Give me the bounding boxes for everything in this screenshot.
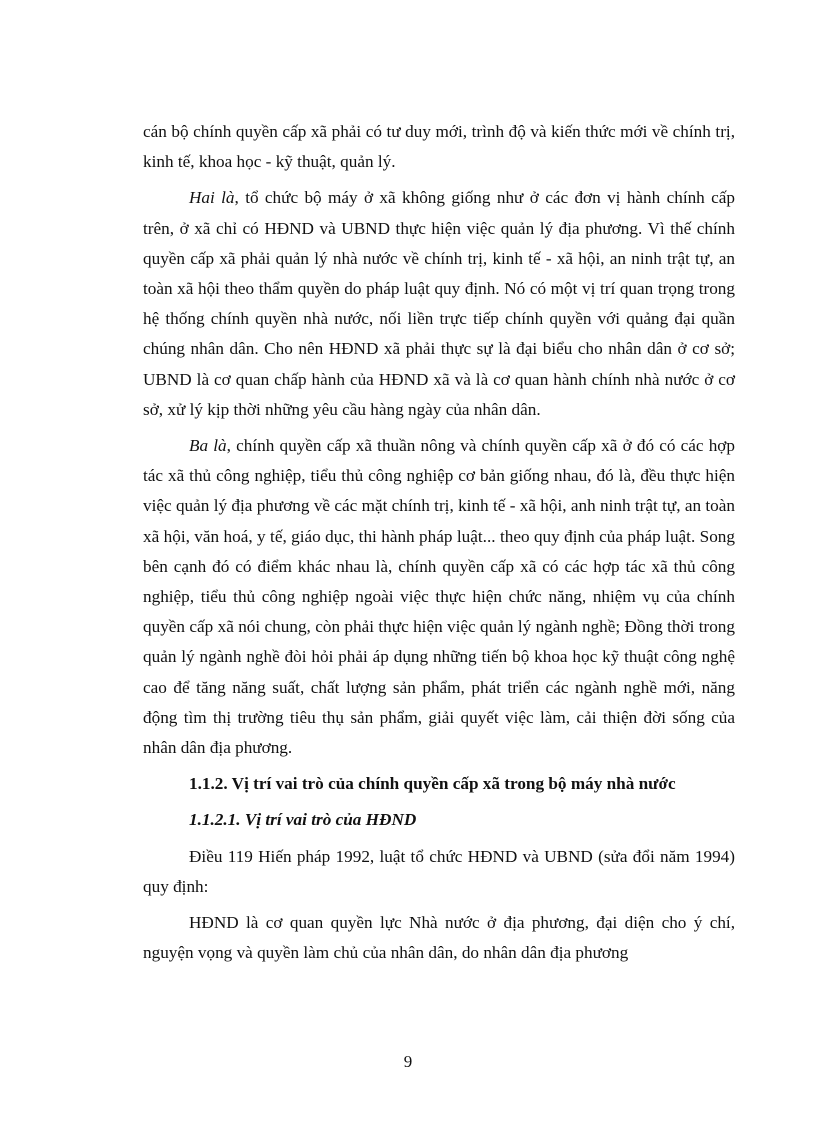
paragraph-4: Điều 119 Hiến pháp 1992, luật tổ chức HĐND và UBND (sửa đổi năm 1994) quy định: (143, 846, 735, 896)
page-number: 9 (403, 1052, 413, 1071)
subsection-heading: 1.1.2.1. Vị trí vai trò của HĐND (189, 810, 417, 830)
paragraph-1-text: cán bộ chính quyền cấp xã phải có tư duy mới, trình độ và kiến thức mới về chính trị, kinh tế, khoa học - kỹ thuật, quản lý. (143, 122, 735, 172)
paragraph-3 (143, 431, 735, 763)
paragraph-1 (143, 117, 735, 177)
document-body (143, 117, 735, 974)
paragraph-2-lead: Hai là (189, 188, 235, 208)
paragraph-5: HĐND là cơ quan quyền lực Nhà nước ở địa phương, đại diện cho ý chí, nguyện vọng và quyền làm chủ của nhân dân, do nhân dân địa phương (143, 913, 735, 963)
paragraph-3-lead: Ba là (189, 436, 227, 456)
paragraph-3-text: , chính quyền cấp xã thuần nông và chính quyền cấp xã ở đó có các hợp tác xã thủ công nghiệp, tiểu thủ công nghiệp cơ bản giống nhau, đó là, đều thực hiện việc quản lý địa phương về các mặt chính trị, kinh tế - xã hội, anh ninh trật tự, an toàn xã hội, văn hoá, y tế, giáo dục, thi hành pháp luật... theo quy định của pháp luật. Song bên cạnh đó có điểm khác nhau là, chính quyền cấp xã có các hợp tác xã thủ công nghiệp, tiểu thủ công nghiệp ngoài việc thực hiện chức năng, nhiệm vụ của chính quyền cấp xã nói chung, còn phải thực hiện việc quản lý ngành nghề; Đồng thời trong quản lý ngành nghề đòi hỏi phải áp dụng những tiến bộ khoa học kỹ thuật công nghệ cao để tăng năng suất, chất lượng sản phẩm, phát triển các ngành nghề mới, năng động tìm thị trường tiêu thụ sản phẩm, giải quyết việc làm, cải thiện đời sống của nhân dân địa phương. (143, 436, 735, 758)
paragraph-2 (143, 183, 735, 425)
section-heading: 1.1.2. Vị trí vai trò của chính quyền cấp xã trong bộ máy nhà nước (189, 774, 676, 794)
paragraph-2-text: , tổ chức bộ máy ở xã không giống như ở các đơn vị hành chính cấp trên, ở xã chỉ có HĐND và UBND thực hiện việc quản lý địa phương. Vì thế chính quyền cấp xã phải quản lý nhà nước về chính trị, kinh tế - xã hội, an ninh trật tự, an toàn xã hội theo thẩm quyền do pháp luật quy định. Nó có một vị trí quan trọng trong hệ thống chính quyền nhà nước, nối liền trực tiếp chính quyền với quảng đại quần chúng nhân dân. Cho nên HĐND xã phải thực sự là đại biểu cho nhân dân ở cơ sở; UBND là cơ quan chấp hành của HĐND xã và là cơ quan hành chính nhà nước ở cơ sở, xử lý kịp thời những yêu cầu hàng ngày của nhân dân. (143, 188, 735, 419)
